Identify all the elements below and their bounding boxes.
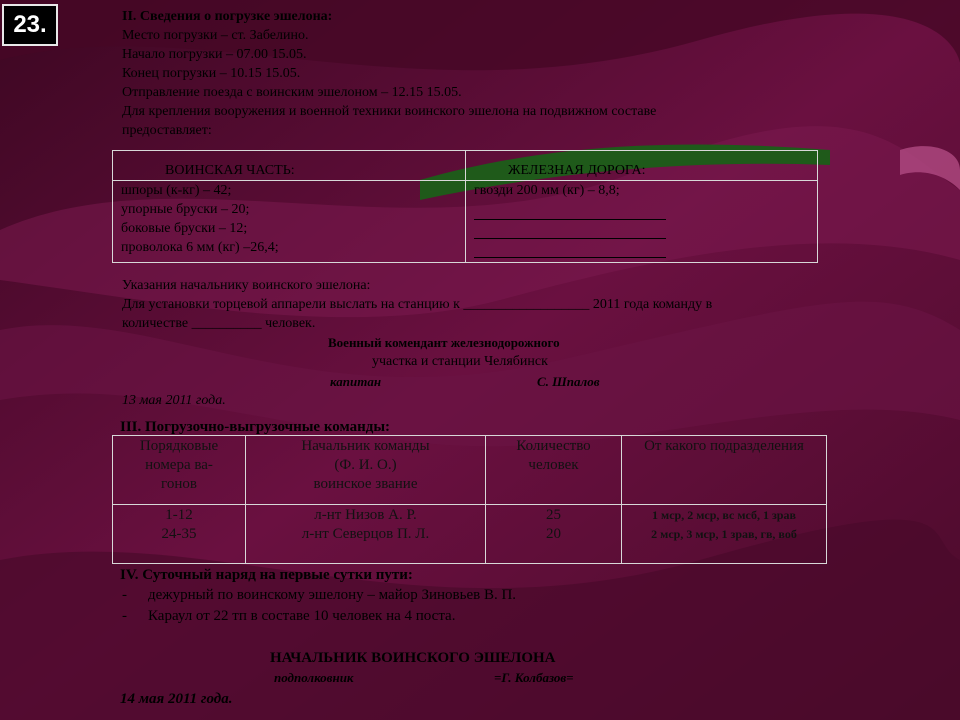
- col-header-railway: ЖЕЛЕЗНАЯ ДОРОГА:: [466, 151, 818, 181]
- chief-cell: л-нт Низов А. Р. л-нт Северцов П. Л.: [246, 505, 486, 564]
- col-header-count: Количество человек: [486, 436, 622, 505]
- bullet: -: [122, 587, 127, 603]
- blank-line: [474, 219, 666, 220]
- commandant-rank: капитан: [330, 374, 382, 389]
- list-item: шпоры (к-кг) – 42;: [121, 183, 232, 198]
- supply-table: [112, 150, 818, 263]
- unit-cell: 1 мср, 2 мср, вс мсб, 1 зрав 2 мср, 3 мср, 1 зрав, гв, воб: [622, 505, 827, 564]
- loading-place: Место погрузки – ст. Забелино.: [122, 28, 309, 43]
- blank-line: [474, 238, 666, 239]
- signature-date: 14 мая 2011 года.: [120, 691, 233, 707]
- table-row: [113, 505, 827, 564]
- signature-rank: подполковник: [274, 670, 354, 685]
- railway-items: [466, 181, 818, 263]
- list-item: гвозди 200 мм (кг) – 8,8;: [474, 183, 620, 198]
- military-unit-items: [113, 181, 466, 263]
- section2-heading: II. Сведения о погрузке эшелона:: [122, 9, 333, 24]
- signature-title: НАЧАЛЬНИК ВОИНСКОГО ЭШЕЛОНА: [270, 650, 556, 666]
- commandant-date: 13 мая 2011 года.: [122, 393, 226, 408]
- loading-start: Начало погрузки – 07.00 15.05.: [122, 47, 307, 62]
- wagons-cell: 1-12 24-35: [113, 505, 246, 564]
- instructions-line2: количестве __________ человек.: [122, 316, 316, 331]
- duty-officer: дежурный по воинскому эшелону – майор Зиновьев В. П.: [148, 587, 517, 603]
- signature-name: =Г. Колбазов=: [494, 670, 574, 685]
- blank-line: [474, 257, 666, 258]
- slide-number-badge: 23.: [2, 4, 58, 46]
- list-item: боковые бруски – 12;: [121, 221, 248, 236]
- teams-table: [112, 435, 827, 564]
- guard-line: Караул от 22 тп в составе 10 человек на 4 поста.: [148, 608, 456, 624]
- instructions-heading: Указания начальнику воинского эшелона:: [122, 278, 371, 293]
- list-item: проволока 6 мм (кг) –26,4;: [121, 240, 279, 255]
- instructions-line1: Для установки торцевой аппарели выслать на станцию к __________________ 2011 года команду в: [122, 297, 713, 312]
- bullet: -: [122, 608, 127, 624]
- fastening-line: Для крепления вооружения и военной техники воинского эшелона на подвижном составе: [122, 104, 657, 119]
- provides-line: предоставляет:: [122, 123, 212, 138]
- loading-end: Конец погрузки – 10.15 15.05.: [122, 66, 301, 81]
- section4-heading: IV. Суточный наряд на первые сутки пути:: [120, 567, 413, 583]
- commandant-name: С. Шпалов: [537, 374, 600, 389]
- departure-time: Отправление поезда с воинским эшелоном – 12.15 15.05.: [122, 85, 462, 100]
- section3-heading: III. Погрузочно-выгрузочные команды:: [120, 419, 391, 435]
- col-header-chief: Начальник команды (Ф. И. О.) воинское звание: [246, 436, 486, 505]
- col-header-unit: От какого подразделения: [622, 436, 827, 505]
- col-header-military-unit: ВОИНСКАЯ ЧАСТЬ:: [113, 151, 466, 181]
- commandant-station: участка и станции Челябинск: [372, 354, 548, 369]
- commandant-title: Военный комендант железнодорожного: [328, 335, 560, 350]
- list-item: упорные бруски – 20;: [121, 202, 250, 217]
- count-cell: 25 20: [486, 505, 622, 564]
- col-header-wagons: Порядковые номера ва- гонов: [113, 436, 246, 505]
